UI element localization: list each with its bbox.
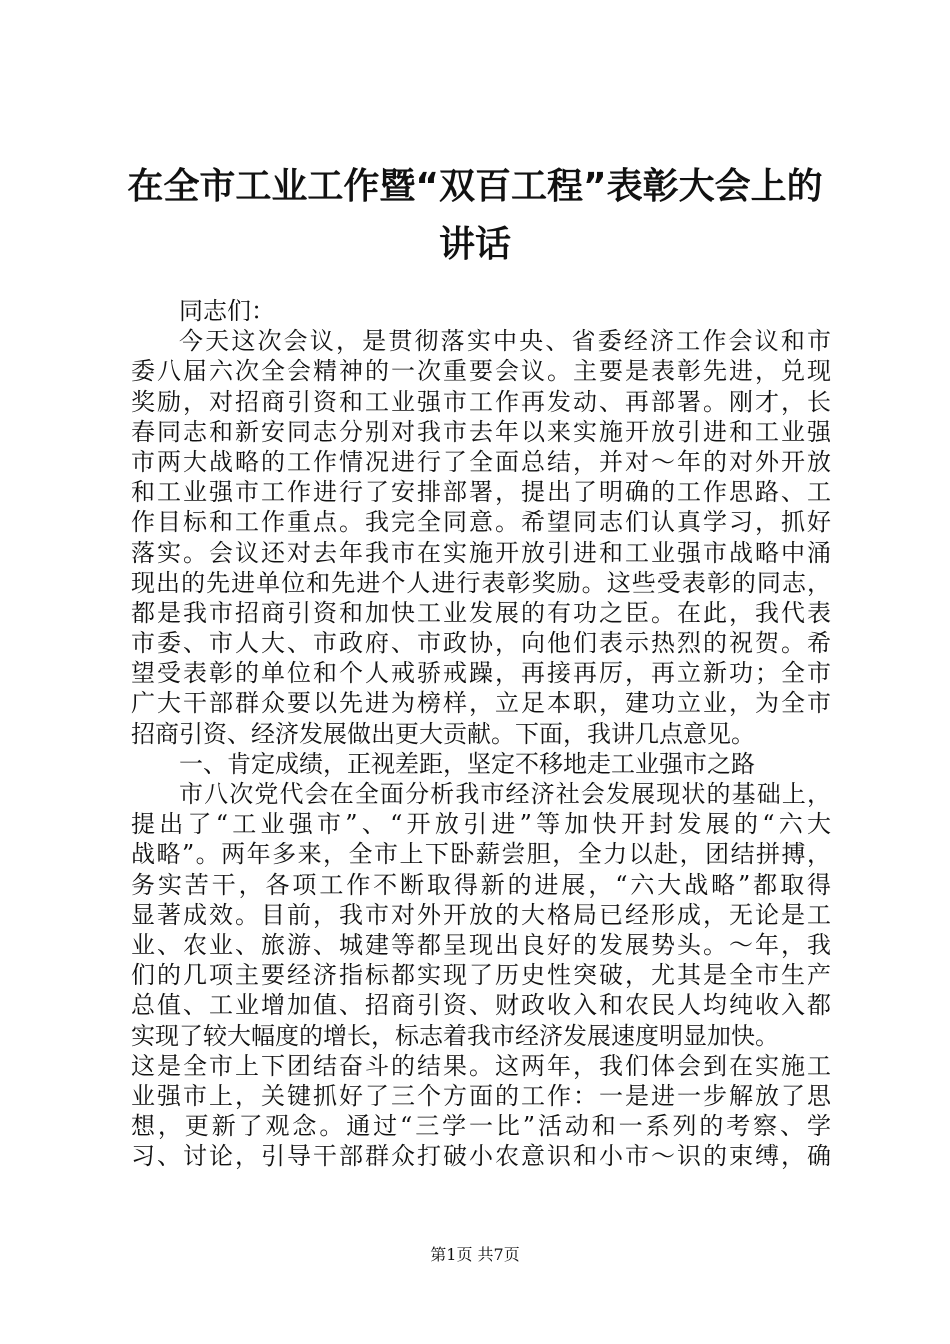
paragraph-line: 春同志和新安同志分别对我市去年以来实施开放引进和工业强	[131, 417, 831, 446]
section-heading: 一、肯定成绩，正视差距，坚定不移地走工业强市之路	[179, 749, 755, 778]
paragraph-line: 广大干部群众要以先进为榜样，立足本职，建功立业，为全市	[131, 689, 831, 718]
salutation: 同志们：	[179, 297, 275, 325]
paragraph-line: 今天这次会议，是贯彻落实中央、省委经济工作会议和市	[179, 327, 831, 356]
paragraph-line: 习、讨论，引导干部群众打破小农意识和小市～识的束缚，确	[131, 1142, 831, 1171]
paragraph-line: 望受表彰的单位和个人戒骄戒躁，再接再厉，再立新功；全市	[131, 659, 831, 688]
paragraph-line: 落实。会议还对去年我市在实施开放引进和工业强市战略中涌	[131, 538, 831, 567]
paragraph-line: 都是我市招商引资和加快工业发展的有功之臣。在此，我代表	[131, 598, 831, 627]
title-line-2: 讲话	[438, 224, 511, 265]
paragraph-line: 显著成效。目前，我市对外开放的大格局已经形成，无论是工	[131, 900, 831, 929]
paragraph-line: 实现了较大幅度的增长，标志着我市经济发展速度明显加快。	[131, 1021, 779, 1050]
page-footer	[0, 1242, 950, 1265]
paragraph-line: 市委、市人大、市政府、市政协，向他们表示热烈的祝贺。希	[131, 629, 831, 658]
paragraph-line: 作目标和工作重点。我完全同意。希望同志们认真学习，抓好	[131, 508, 831, 537]
paragraph-line: 市八次党代会在全面分析我市经济社会发展现状的基础上，	[179, 780, 831, 808]
paragraph-line: 战略”。两年多来，全市上下卧薪尝胆，全力以赴，团结拼搏，	[131, 840, 831, 869]
document-body	[131, 296, 831, 1171]
paragraph-line: 业强市上，关键抓好了三个方面的工作：一是进一步解放了思	[131, 1081, 831, 1110]
paragraph-line: 市两大战略的工作情况进行了全面总结，并对～年的对外开放	[131, 447, 831, 476]
paragraph-line: 这是全市上下团结奋斗的结果。这两年，我们体会到在实施工	[131, 1051, 831, 1080]
paragraph-line: 务实苦干，各项工作不断取得新的进展，“六大战略”都取得	[131, 870, 831, 899]
paragraph-line: 们的几项主要经济指标都实现了历史性突破，尤其是全市生产	[131, 961, 831, 990]
paragraph-line: 提出了“工业强市”、“开放引进”等加快开封发展的“六大	[131, 810, 831, 839]
document-title	[100, 158, 850, 274]
paragraph-line: 招商引资、经济发展做出更大贡献。下面，我讲几点意见。	[131, 719, 755, 748]
paragraph-line: 想，更新了观念。通过“三学一比”活动和一系列的考察、学	[131, 1112, 831, 1141]
page-number: 第1页 共7页	[430, 1245, 520, 1264]
paragraph-line: 委八届六次全会精神的一次重要会议。主要是表彰先进，兑现	[131, 357, 831, 386]
title-line-1: 在全市工业工作暨“双百工程”表彰大会上的	[127, 166, 823, 207]
paragraph-line: 奖励，对招商引资和工业强市工作再发动、再部署。刚才，长	[131, 387, 831, 416]
paragraph-line: 现出的先进单位和先进个人进行表彰奖励。这些受表彰的同志，	[131, 568, 831, 597]
paragraph-line: 总值、工业增加值、招商引资、财政收入和农民人均纯收入都	[131, 991, 831, 1020]
paragraph-line: 业、农业、旅游、城建等都呈现出良好的发展势头。～年，我	[131, 930, 831, 959]
paragraph-line: 和工业强市工作进行了安排部署，提出了明确的工作思路、工	[131, 478, 831, 507]
